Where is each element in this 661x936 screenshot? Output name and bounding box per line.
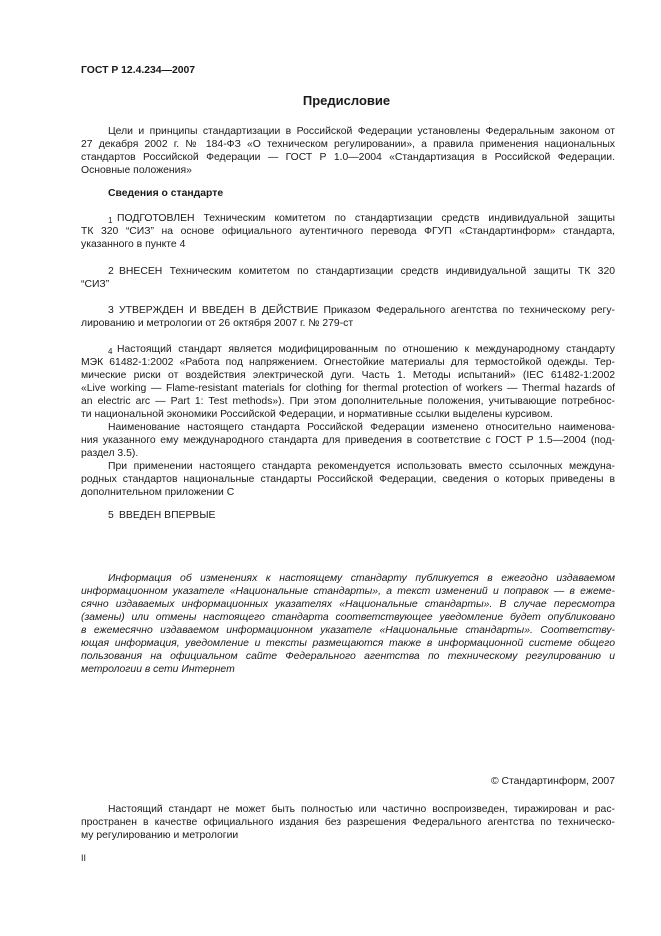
item-4-para3-line-1: При применении настоящего стандарта рекомендуется использовать вместо ссылочных междуна- (108, 461, 615, 472)
intro-line-3: стандартов Российской Федерации — ГОСТ Р 1.0—2004 «Стандартизация в Российской Федерации. (81, 152, 615, 163)
item-2-line-1: ВНЕСЕН Техническим комитетом по стандартизации средств индивидуальной защиты ТК 320 (119, 266, 615, 277)
page-title: Предисловие (302, 93, 391, 108)
item-4-para2-line-1: Наименование настоящего стандарта Российской Федерации изменено относительно наименова- (108, 422, 615, 433)
notice-line-6: ющая информация, уведомление и тексты размещаются также в информационной системе общего (81, 638, 615, 649)
notice-line-2: информационном указателе «Национальные стандарты», а текст изменений и поправок — в ежеме- (81, 586, 615, 597)
item-4-para2-line-3: раздел 3.5). (81, 448, 139, 459)
page-number: II (81, 853, 87, 863)
item-5-number: 5 (108, 510, 114, 521)
section-heading: Сведения о стандарте (108, 188, 224, 199)
copyright-notice: © Стандартинформ, 2007 (490, 776, 615, 787)
item-3-line-2: лированию и метрологии от 26 октября 2007 г. № 279-ст (81, 318, 354, 329)
notice-line-5: в ежемесячно издаваемом информационном указателе «Национальные стандарты». Соответству- (81, 625, 615, 636)
standard-code-header: ГОСТ Р 12.4.234—2007 (81, 65, 196, 76)
notice-line-7: пользования на официальном сайте Федерального агентства по техническому регулированию и (81, 651, 615, 662)
reproduction-line-2: пространен в качестве официального издания без разрешения Федерального агентства по техническо- (81, 817, 615, 828)
item-4-line-3: мические риски от воздействия электрической дуги. Часть 1. Методы испытаний» (IEC 61482-1:2002 (81, 370, 615, 381)
item-4-para2-line-2: ния указанного ему международного стандарта для приведения в соответствие с ГОСТ Р 1.5—2004 (под- (81, 435, 615, 446)
notice-line-3: сячно издаваемых информационных указателях «Национальные стандарты». В случае пересмотра (81, 599, 615, 610)
item-4-para3-line-2: родных стандартов национальные стандарты Российской Федерации, сведения о которых приведены в (81, 474, 615, 485)
notice-line-4: (замены) или отмены настоящего стандарта соответствующее уведомление будет опубликовано (81, 612, 615, 623)
item-4-line-5: an electric arc — Part 1: Test methods»). При этом дополнительные положения, учитывающие потребнос- (81, 396, 615, 407)
intro-line-4: Основные положения» (81, 165, 192, 176)
item-1-line-3: указанного в пункте 4 (81, 239, 186, 250)
intro-line-2: 27 декабря 2002 г. № 184-ФЗ «О техническом регулировании», а правила применения национальных (81, 139, 615, 150)
item-4-line-1: Настоящий стандарт является модифицированным по отношению к международному стандарту (117, 344, 615, 355)
item-1-line-1: ПОДГОТОВЛЕН Техническим комитетом по стандартизации средств индивидуальной защиты (117, 213, 615, 224)
item-4-para3-line-3: дополнительном приложении С (81, 487, 235, 498)
notice-line-1: Информация об изменениях к настоящему стандарту публикуется в ежегодно издаваемом (108, 573, 615, 584)
reproduction-line-1: Настоящий стандарт не может быть полностью или частично воспроизведен, тиражирован и рас- (108, 804, 615, 815)
item-1-number: 1 (108, 216, 113, 225)
item-3-number: 3 (108, 305, 114, 316)
item-4-line-4: «Live working — Flame-resistant materials for clothing for thermal protection of workers — Thermal hazards of (81, 383, 615, 394)
item-5-text: ВВЕДЕН ВПЕРВЫЕ (119, 510, 216, 521)
item-2-number: 2 (108, 266, 114, 277)
item-2-line-2: “СИЗ” (81, 279, 110, 290)
item-1-line-2: ТК 320 “СИЗ” на основе официального аутентичного перевода ФГУП «Стандартинформ» стандарта, (81, 226, 615, 237)
reproduction-line-3: му регулированию и метрологии (81, 830, 239, 841)
notice-line-8: метрологии в сети Интернет (81, 664, 235, 675)
item-4-line-2: МЭК 61482-1:2002 «Работа под напряжением. Огнестойкие материалы для термостойкой одежды. Тер- (81, 357, 615, 368)
item-3-line-1: УТВЕРЖДЕН И ВВЕДЕН В ДЕЙСТВИЕ Приказом Федерального агентства по техническому регу- (119, 305, 615, 316)
item-4-line-6: ти национальной экономики Российской Федерации, и нормативные ссылки выделены курсивом. (81, 409, 553, 420)
intro-line-1: Цели и принципы стандартизации в Российской Федерации установлены Федеральным законом от (108, 126, 615, 137)
item-4-number: 4 (108, 347, 113, 356)
